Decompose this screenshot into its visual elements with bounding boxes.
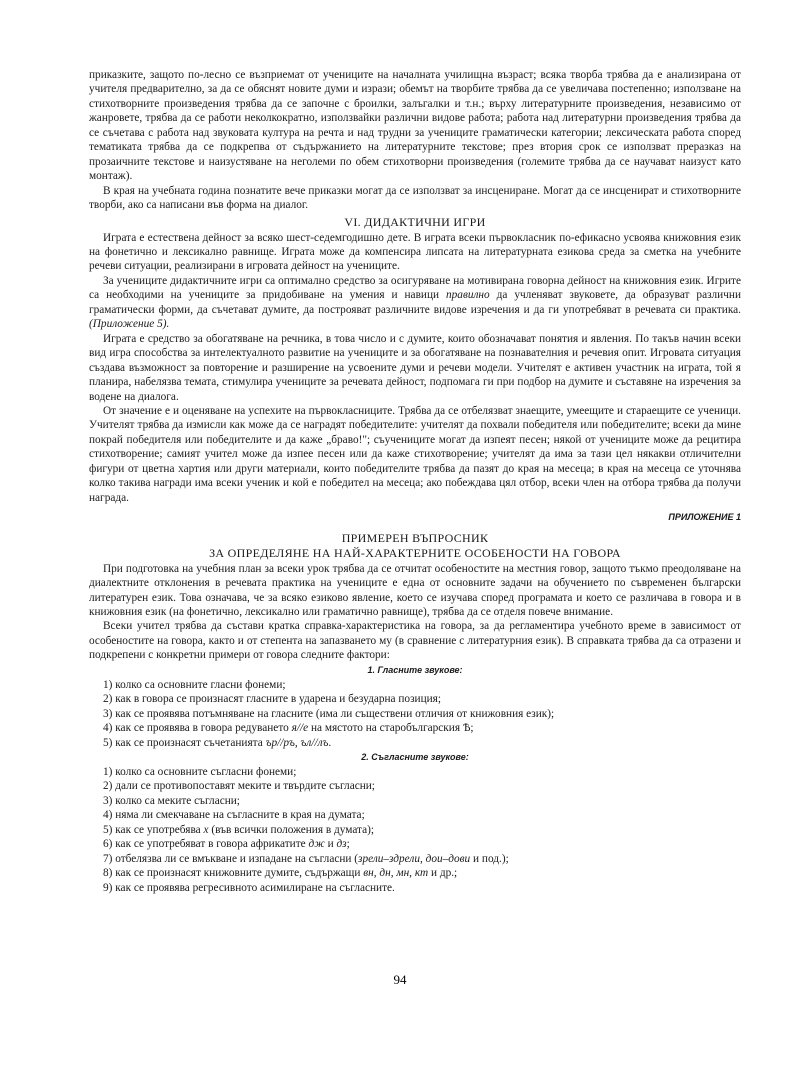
paragraph-dialect-planning: При подготовка на учебния план за всеки урок трябва да се отчитат особеностите на местния говор, защото тъкмо преодоляване на диалектните отклонения в речевата практика на учениците е една от основните задачи на обучението по съвременен български литературен език. Това означава, че за всяко езиково явление, което се изучава според програмата и което се различава в говора и в книжовния език (на фонетично, лексикално или граматично равнище), трябва да се отделя повече внимание. <box>89 562 741 618</box>
paragraph-dialect-report: Всеки учител трябва да състави кратка справка-характеристика на говора, за да регламентира учебното време в зависимост от особеностите на говора, както и от степента на запазването му (в сравнение с литературния език). В справката трябва да са отразени и подкрепени с конкретни примери от говора следните фактори: <box>89 620 741 662</box>
list-item <box>103 837 741 851</box>
text-segment: 7) отбелязва ли се вмъкване и изпадане на съгласни ( <box>103 852 359 865</box>
paragraph-game-natural: Играта е естествена дейност за всяко шест-седемгодишно дете. В играта всеки първокласник по-ефикасно усвоява книжовния език на фонетично и лексикално равнище. Играта може да компенсира липсата на литературната езикова среда за сметка на учебните речеви ситуации, реализирани в игровата дейност на учениците. <box>89 231 741 273</box>
list-item <box>103 721 741 735</box>
text-segment: 5) как се произнасят съчетанията <box>103 736 266 749</box>
text-segment: да учленяват звуковете, да образуват различни граматически форми, да съчетават думите, да построяват различните видове изречения и да ги употребяват в речевата си практика. <box>89 289 742 316</box>
text-segment: ; <box>346 838 350 851</box>
text-segment: и др.; <box>428 867 458 880</box>
text-segment: (във всички положения в думата); <box>208 823 375 836</box>
subheading-consonants: 2. Съгласните звукове: <box>361 752 469 763</box>
list-item: 9) как се проявява регресивното асимилиране на съгласните. <box>103 881 395 894</box>
text-segment: 8) как се произнасят книжовните думите, съдържащи <box>103 867 364 880</box>
text-segment: 5) как се употребява <box>103 823 204 836</box>
text-segment: и <box>324 838 337 851</box>
list-item <box>103 823 741 837</box>
page-body <box>89 68 741 895</box>
paragraph-game-vocabulary: Играта е средство за обогатяване на речника, в това число и с думите, които обозначават понятия и явления. По такъв начин всеки вид игра способства за интелектуалното развитие на учениците и за обогатяване на познавателния и речевия опит. Игровата ситуация създава възможност за повторение и разширение на усвоените думи и речеви модели. Учителят е активен участник на играта, той я планира, набелязва темата, стимулира учениците за речевата дейност, подпомага ги при подбор на думите и съставяне на изречения за водене на диалога. <box>89 332 741 403</box>
text-segment: и под.); <box>470 852 509 865</box>
emphasis: дж <box>308 838 325 851</box>
list-item: 4) няма ли смекчаване на съгласните в края на думата; <box>103 809 365 822</box>
list-item: 1) колко са основните гласни фонеми; <box>103 678 286 691</box>
emphasis: зрели–здрели, дои–дови <box>358 852 471 865</box>
emphasis: дз <box>336 838 347 851</box>
list-item <box>103 866 741 880</box>
paragraph-game-assessment: От значение е и оценяване на успехите на първокласниците. Трябва да се отбелязват знаещите, умеещите и стараещите се ученици. Учителят трябва да измисли как може да се наградят победителите: учителят да похвали победителя или победителите; всеки да мине покрай победителя или победителите и да каже „браво!"; съучениците могат да изпеят песен; някой от учениците може да рецитира стихотворение; самият учител може да изпее песен или да каже стихотворение; учителят да има за тази цел някакви отличителни фигури от цветна хартия или други материали, които победителите трябва да пазят до края на месеца; в края на месеца се уточнява колко такива награди има всеки ученик и кой е победител на месеца; ако побеждава цял отбор, всеки член на отбора трябва да получи награда. <box>89 404 741 504</box>
paragraph-staging: В края на учебната година познатите вече приказки могат да се използват за инсцениране. Могат да се инсценират и стихотворните творби, ако са написани във форма на диалог. <box>89 184 741 212</box>
consonants-list <box>89 765 741 895</box>
appendix-reference: (Приложение 5). <box>89 318 170 331</box>
vowels-list <box>89 678 741 750</box>
list-item: 1) колко са основните съгласни фонеми; <box>103 766 297 779</box>
text-segment: на мястото на старобългарския Ѣ; <box>308 722 474 735</box>
list-item <box>103 852 741 866</box>
emphasis: ър//ръ, ъл//лъ <box>265 736 329 749</box>
appendix-title-line-1: ПРИМЕРЕН ВЪПРОСНИК <box>341 530 489 545</box>
text-segment: 6) как се употребяват в говора африкатите <box>103 838 309 851</box>
appendix-label: ПРИЛОЖЕНИЕ 1 <box>668 512 741 523</box>
section-heading-didactic-games: VI. ДИДАКТИЧНИ ИГРИ <box>344 214 486 229</box>
emphasis-correctly: правилно <box>446 289 490 302</box>
subheading-vowels: 1. Гласните звукове: <box>367 664 463 675</box>
emphasis: х <box>203 823 209 836</box>
paragraph-continued: приказките, защото по-лесно се възприемат от учениците на началната училищна възраст; всяка творба трябва да е анализирана от учителя предварително, за да се обяснят новите думи и изрази; обемът на творбите трябва да се увеличава постепенно; използване на стихотворните произведения трябва да се започне с броилки, залъгалки и т.н.; върху литературните произведения, независимо от жанровете, трябва да се работи неколкократно, използвайки различни видове работа; работа над литературни произведения трябва да се съчетава с работа над звуковата култура на речта и над трудни за учениците граматически категории; лексическата работа според тематиката трябва да се подкрепва от съдържанието на литературните текстове; през втория срок се използват преразказ на прозаичните текстове и наизустяване на неголеми по обем стихотворни произведения (големите трябва да се научават наизуст като монтаж). <box>89 69 741 183</box>
text-segment: . <box>328 736 332 749</box>
appendix-title-line-2: ЗА ОПРЕДЕЛЯНЕ НА НАЙ-ХАРАКТЕРНИТЕ ОСОБЕНОСТИ НА ГОВОРА <box>209 545 621 560</box>
list-item <box>103 736 741 750</box>
paragraph-game-motivation <box>89 274 741 332</box>
text-segment: 4) как се проявява в говора редуването <box>103 722 292 735</box>
list-item: 3) как се проявява потъмняване на гласните (има ли съществени отличия от книжовния език); <box>103 707 555 720</box>
emphasis: я//е <box>291 722 309 735</box>
list-item: 3) колко са меките съгласни; <box>103 794 240 807</box>
list-item: 2) как в говора се произнасят гласните в ударена и безударна позиция; <box>103 693 442 706</box>
list-item: 2) дали се противопоставят меките и твърдите съгласни; <box>103 780 375 793</box>
emphasis: вн, дн, мн, кт <box>363 867 429 880</box>
text-segment: За учениците дидактичните игри са оптимално средство за осигуряване на мотивирана говорна дейност на книжовния език. Игрите са необходими на учениците за придобиване на умения и навици <box>89 274 741 302</box>
page-number: 94 <box>393 972 407 987</box>
